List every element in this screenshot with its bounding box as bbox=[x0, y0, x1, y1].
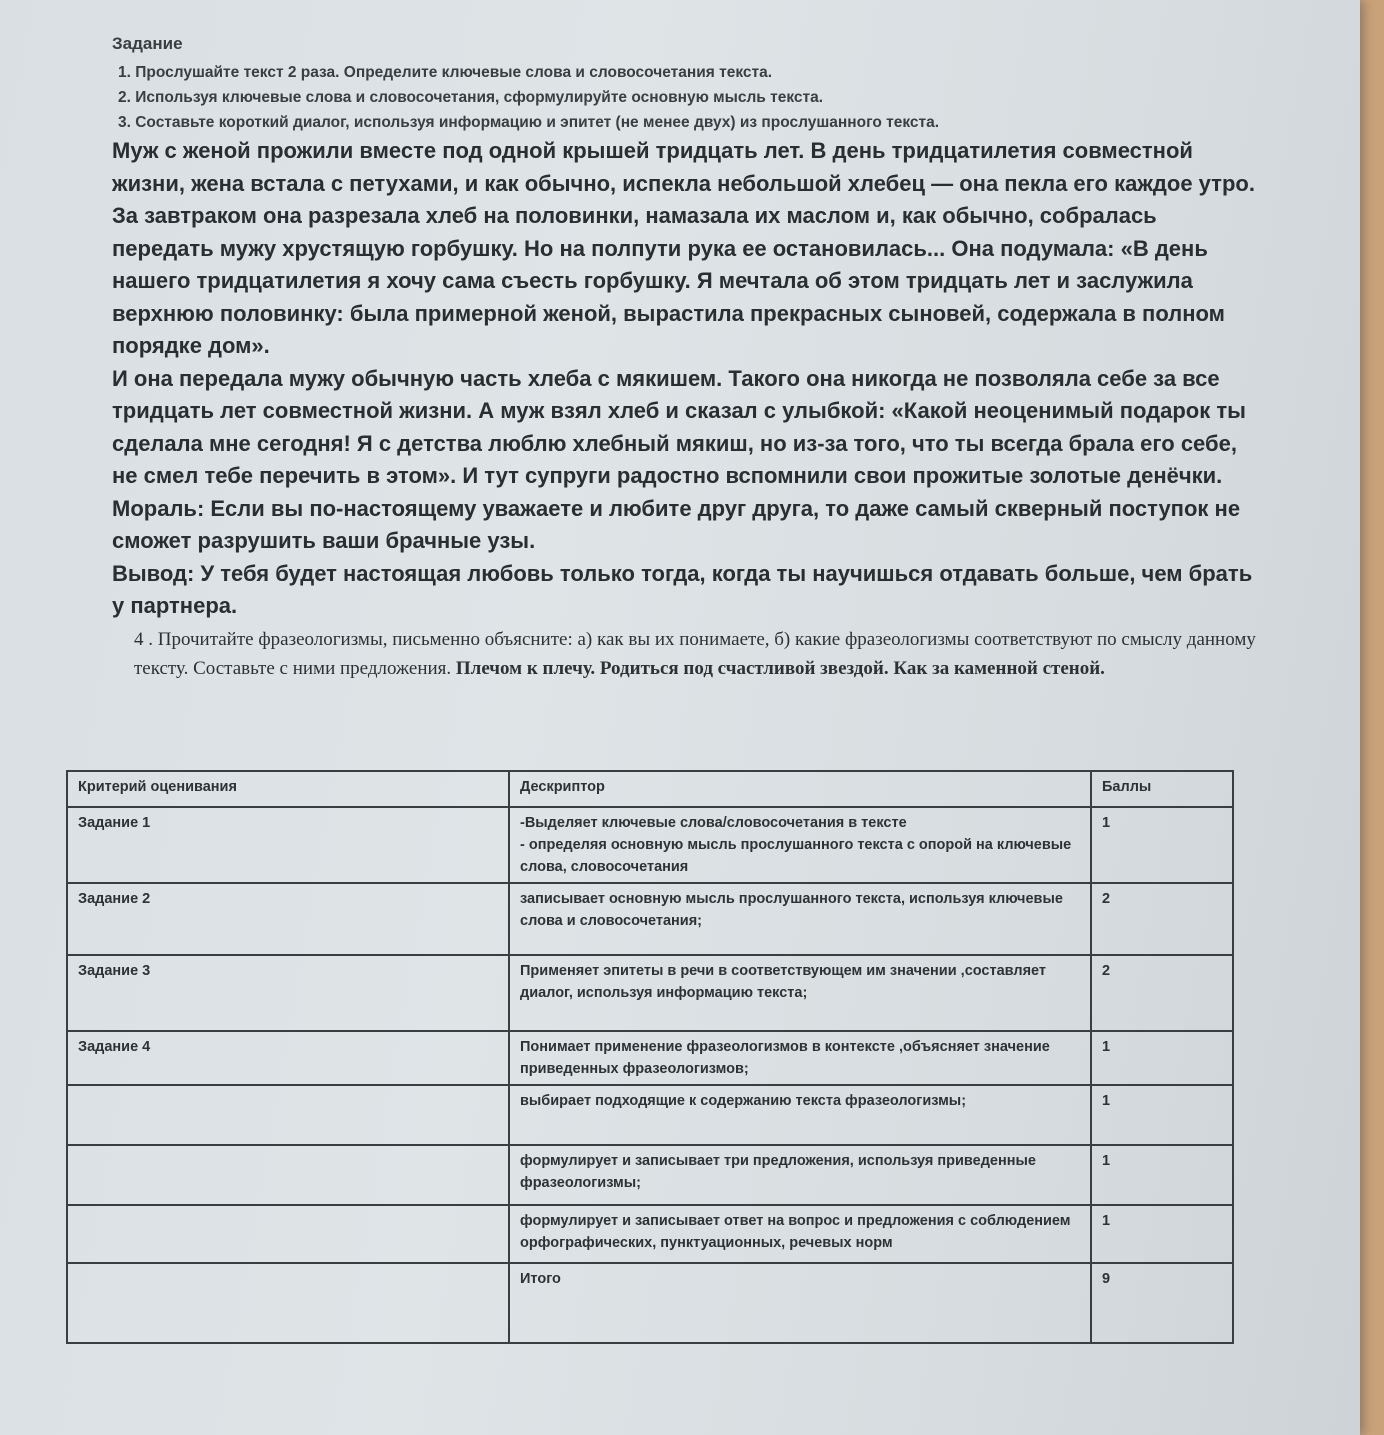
task-item: 1. Прослушайте текст 2 раза. Определите ключевые слова и словосочетания текста. bbox=[118, 64, 773, 81]
story-paragraph-2: И она передала мужу обычную часть хлеба с мякишем. Такого она никогда не позволяла себе за все тридцать лет совместной жизни. А муж взял хлеб и сказал с улыбкой: «Какой неоценимый подарок ты сделала мне сегодня! Я с детства люблю хлебный мякиш, но из-за того, что ты всегда брала его себе, не смел тебе перечить в этом». И тут супруги радостно вспомнили свои прожитые золотые денёчки. bbox=[112, 365, 1246, 488]
criteria-row bbox=[67, 1205, 1233, 1263]
descriptor-cell: Понимает применение фразеологизмов в контексте ,объясняет значение приведенных фразеологизмов; bbox=[509, 1031, 1091, 1085]
criteria-row bbox=[67, 1085, 1233, 1145]
task-4-text: 4 . Прочитайте фразеологизмы, письменно объясните: а) как вы их понимаете, б) какие фразеологизмы соответствуют по смыслу данному тексту. Составьте с ними предложения. bbox=[134, 628, 1256, 679]
descriptor-cell: записывает основную мысль прослушанного текста, используя ключевые слова и словосочетания; bbox=[509, 883, 1091, 955]
criterion-cell bbox=[67, 1205, 509, 1263]
task-4-phrases: Плечом к плечу. Родиться под счастливой звездой. Как за каменной стеной. bbox=[451, 657, 1105, 679]
task-item: 2. Используя ключевые слова и словосочетания, сформулируйте основную мысль текста. bbox=[118, 89, 824, 106]
criteria-table-wrapper bbox=[66, 770, 1234, 1344]
criteria-row bbox=[67, 883, 1233, 955]
conclusion-line bbox=[112, 558, 1262, 623]
criteria-table bbox=[66, 770, 1234, 1344]
descriptor-cell: формулирует и записывает три предложения, используя приведенные фразеологизмы; bbox=[509, 1145, 1091, 1205]
points-cell: 1 bbox=[1091, 1145, 1233, 1205]
criterion-cell bbox=[67, 1085, 509, 1145]
criteria-header-row bbox=[67, 771, 1233, 807]
descriptor-cell: Применяет эпитеты в речи в соответствующем им значении ,составляет диалог, используя информацию текста; bbox=[509, 955, 1091, 1031]
moral-text: Если вы по-настоящему уважаете и любите друг друга, то даже самый скверный поступок не сможет разрушить ваши брачные узы. bbox=[112, 495, 1241, 553]
points-cell-total: 9 bbox=[1091, 1263, 1233, 1343]
header-descriptor: Дескриптор bbox=[509, 771, 1091, 807]
moral-line bbox=[112, 493, 1262, 558]
criteria-row bbox=[67, 1031, 1233, 1085]
criterion-cell: Задание 3 bbox=[67, 955, 509, 1031]
points-cell: 1 bbox=[1091, 1085, 1233, 1145]
points-cell: 1 bbox=[1091, 1205, 1233, 1263]
story-text bbox=[112, 135, 1262, 623]
points-cell: 1 bbox=[1091, 807, 1233, 883]
descriptor-cell: выбирает подходящие к содержанию текста фразеологизмы; bbox=[509, 1085, 1091, 1145]
points-cell: 1 bbox=[1091, 1031, 1233, 1085]
task-4-instructions bbox=[112, 625, 1262, 683]
task-header: Задание bbox=[112, 34, 183, 53]
criteria-row bbox=[67, 807, 1233, 883]
descriptor-cell: формулирует и записывает ответ на вопрос и предложения с соблюдением орфографических, пунктуационных, речевых норм bbox=[509, 1205, 1091, 1263]
worksheet-content bbox=[112, 34, 1262, 683]
criterion-cell bbox=[67, 1263, 509, 1343]
header-points: Баллы bbox=[1091, 771, 1233, 807]
task-item: 3. Составьте короткий диалог, используя информацию и эпитет (не менее двух) из прослушанного текста. bbox=[118, 114, 940, 131]
conclusion-text: У тебя будет настоящая любовь только тогда, когда ты научишься отдавать больше, чем брать у партнера. bbox=[112, 560, 1253, 618]
criteria-row bbox=[67, 1145, 1233, 1205]
descriptor-cell: -Выделяет ключевые слова/словосочетания в тексте - определяя основную мысль прослушанного текста с опорой на ключевые слова, словосочетания bbox=[509, 807, 1091, 883]
conclusion-label: Вывод: bbox=[112, 560, 195, 586]
criterion-cell: Задание 2 bbox=[67, 883, 509, 955]
points-cell: 2 bbox=[1091, 883, 1233, 955]
story-paragraph-1: Муж с женой прожили вместе под одной крышей тридцать лет. В день тридцатилетия совместной жизни, жена встала с петухами, и как обычно, испекла небольшой хлебец — она пекла его каждое утро. За завтраком она разрезала хлеб на половинки, намазала их маслом и, как обычно, собралась передать мужу хрустящую горбушку. Но на полпути рука ее остановилась... Она подумала: «В день нашего тридцатилетия я хочу сама съесть горбушку. Я мечтала об этом тридцать лет и заслужила верхнюю половинку: была примерной женой, вырастила прекрасных сыновей, содержала в полном порядке дом». bbox=[112, 138, 1255, 358]
criteria-row-total bbox=[67, 1263, 1233, 1343]
criteria-row bbox=[67, 955, 1233, 1031]
moral-label: Мораль: bbox=[112, 495, 205, 521]
header-criterion: Критерий оценивания bbox=[67, 771, 509, 807]
descriptor-cell-total: Итого bbox=[509, 1263, 1091, 1343]
task-list bbox=[112, 60, 1262, 135]
criterion-cell: Задание 1 bbox=[67, 807, 509, 883]
criterion-cell: Задание 4 bbox=[67, 1031, 509, 1085]
points-cell: 2 bbox=[1091, 955, 1233, 1031]
criterion-cell bbox=[67, 1145, 509, 1205]
